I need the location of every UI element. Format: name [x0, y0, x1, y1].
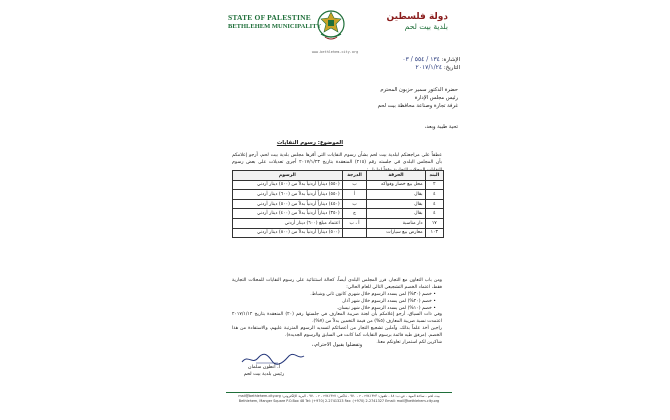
header-title-ar-line1: دولة فلسطين [386, 12, 448, 22]
table-cell: أ [342, 190, 367, 200]
header-title-en-line1: STATE OF PALESTINE [228, 13, 311, 22]
table-row [233, 199, 444, 209]
greeting: تحية طيبة وبعد، [424, 124, 458, 130]
footer-english-contact: Bethlehem, Manger Square P.O.Box 48 Tel: (+970) 2-2741323 Fax: (+970) 2-2741327 Email: mail@bethlehem-city.org [238, 399, 440, 404]
table-cell: ٤ [425, 199, 443, 209]
table-cell: (٣٥٠) ديناراً أردنياً بدلاً من (٤٠٠) دينار أردني [233, 209, 343, 219]
signer-name: أ. أنطون سلمان [248, 365, 280, 370]
reference-block [340, 56, 460, 73]
table-header-cell: الرسوم [233, 171, 343, 181]
discount-item-text: خصم (١٠%) لمن يسدد الرسوم خلال شهر نيسان. [336, 305, 432, 311]
table-cell: بقال [367, 209, 425, 219]
table-cell: بقال [367, 190, 425, 200]
discount-item: • خصم (٣٠%) لمن يسدد الرسوم خلال شهري كانون ثاني وشباط. [310, 291, 436, 297]
table-header-row [233, 171, 444, 181]
table-cell: ب [342, 180, 367, 190]
addressee-line2: رئيس مجلس الإدارة [414, 95, 458, 102]
tax-paragraph: وفي ذات السياق، أرجو إعلامكم بأن لجنة ضريبة المعارف في جلستها رقم (٢٠) المنعقدة بتاريخ ٢٠١٧/١/١٢ اعتمدت نسبة ضريبة المعارف (٥%) من قيمة التخمين بدلاً من (٧%). [232, 312, 443, 325]
header-title-en-line2: BETHLEHEM MUNICIPALITY [228, 22, 322, 30]
footer-divider [226, 392, 452, 393]
table-cell: محل بيع خضار وفواكه [367, 180, 425, 190]
date-line [340, 64, 460, 72]
request-paragraph: راجين أخذ علماً بذلك، وآملين تشجيع التجار من أعضائكم لتسديد الرسوم المترتبة عليهم، والاستفادة من هذا الخصم. (مرفق طيه قائمة برسوم النفايات كما كانت في السابق والرسوم الجديدة). [232, 326, 442, 339]
signer-block [228, 365, 300, 379]
thanks-line: شاكرين لكم استمرار تعاونكم معنا. [376, 340, 442, 346]
fees-table [232, 170, 444, 238]
addressee-line3: غرفة تجارة وصناعة محافظة بيت لحم [377, 103, 458, 110]
table-header-cell: الدرجة [342, 171, 367, 181]
table-cell: (٤٥٠) ديناراً أردنياً بدلاً من (٥٠٠) دينار أردني [233, 199, 343, 209]
table-cell: اعتماد مبلغ (٦٠٠) دينار أردني [233, 218, 343, 228]
table-cell: معارض بيع سيارات [367, 228, 425, 238]
table-cell: ج [342, 209, 367, 219]
discount-item: • خصم (٢٠%) لمن يسدد الرسوم خلال شهر آذار. [341, 298, 436, 304]
table-cell: ٢ [425, 180, 443, 190]
table-cell: دار مناسبة [367, 218, 425, 228]
reference-label: الإشارة: [441, 57, 460, 63]
table-cell: ١٠٣ [425, 228, 443, 238]
table-row [233, 190, 444, 200]
body-section-2 [232, 278, 442, 347]
palestine-eagle-emblem-icon [315, 6, 347, 46]
reference-line [340, 56, 460, 64]
table-cell: (٥٠٠) ديناراً أردنياً بدلاً من (٨٠٠) دينار أردني [233, 228, 343, 238]
table-row [233, 180, 444, 190]
table-cell [342, 228, 367, 238]
footer [226, 394, 452, 404]
discount-item-text: خصم (٢٠%) لمن يسدد الرسوم خلال شهر آذار. [341, 298, 432, 304]
table-cell: ١٧ [425, 218, 443, 228]
header-title-ar-line2: بلدية بيت لحم [404, 22, 448, 32]
subject-line: الموضوع: رسوم النفايات [276, 140, 344, 146]
addressee-line1: حضرة الدكتور سمير حزبون المحترم [380, 87, 458, 93]
table-cell: أ ، ب [342, 218, 367, 228]
discount-intro: ومن باب التعاون مع التجار، قرر المجلس البلدي أيضاً، كحالة استثنائية على رسوم النفايات للمحلات التجارية فقط، اعتماد الخصم التشجيعي التالي للعام الحالي: [232, 278, 442, 290]
header-arabic [368, 12, 448, 32]
date-label: التاريخ: [443, 65, 460, 72]
date-value: ٢٠١٧/١/٢٤ [415, 64, 443, 72]
table-cell: ٤ [425, 190, 443, 200]
table-row [233, 218, 444, 228]
closing-line: وتفضلوا بقبول الاحترام،، [311, 342, 363, 348]
body-paragraph: عطفاً على مراجعتكم لبلدية بيت لحم بشأن رسوم النفايات التي أقرها مجلس بلدية بيت لحم، أرجو إعلامكم بأن المجلس البلدي في جلسته رقم (٢١٥) المنعقدة بتاريخ ٢٠١٧/١/٢٣ أجرى تعديلات على بعض رسوم [232, 153, 442, 166]
table-header-cell: البند [425, 171, 443, 181]
reference-value: ١٣٤ / ٥٥٤ / ٠٣ [402, 56, 440, 63]
header-website: www.bethlehem-city.org [311, 50, 359, 54]
table-cell: ب [342, 199, 367, 209]
table-row [233, 209, 444, 219]
signer-title: رئيس بلدية بيت لحم [243, 371, 285, 377]
table-cell: ٤ [425, 209, 443, 219]
discount-item-text: خصم (٣٠%) لمن يسدد الرسوم خلال شهري كانون ثاني وشباط. [310, 291, 432, 297]
table-row [233, 228, 444, 238]
table-cell: (٥٥٠) ديناراً أردنياً بدلاً من (٥٠٠) دينار أردني [233, 180, 343, 190]
footer-arabic-contact: بيت لحم - ساحة المهد - ص.ب: ٤٨ - تلفون: ٢٧٤١٣٢٣ - ٢ - ٩٧٠ - فاكس: ٢٧٤١٣٢٧ - ٢ - ٩٧٠ - البريد الإلكتروني: mail@bethlehem-city.org [238, 394, 440, 398]
addressee-block [258, 86, 458, 110]
discount-item: • خصم (١٠%) لمن يسدد الرسوم خلال شهر نيسان. [336, 305, 436, 311]
table-cell: بقال [367, 199, 425, 209]
table-header-cell: الحرفة [367, 171, 425, 181]
table-cell: (٥٥٠) ديناراً أردنياً بدلاً من (٦٠٠) دينار أردني [233, 190, 343, 200]
handwritten-signature [238, 352, 308, 366]
